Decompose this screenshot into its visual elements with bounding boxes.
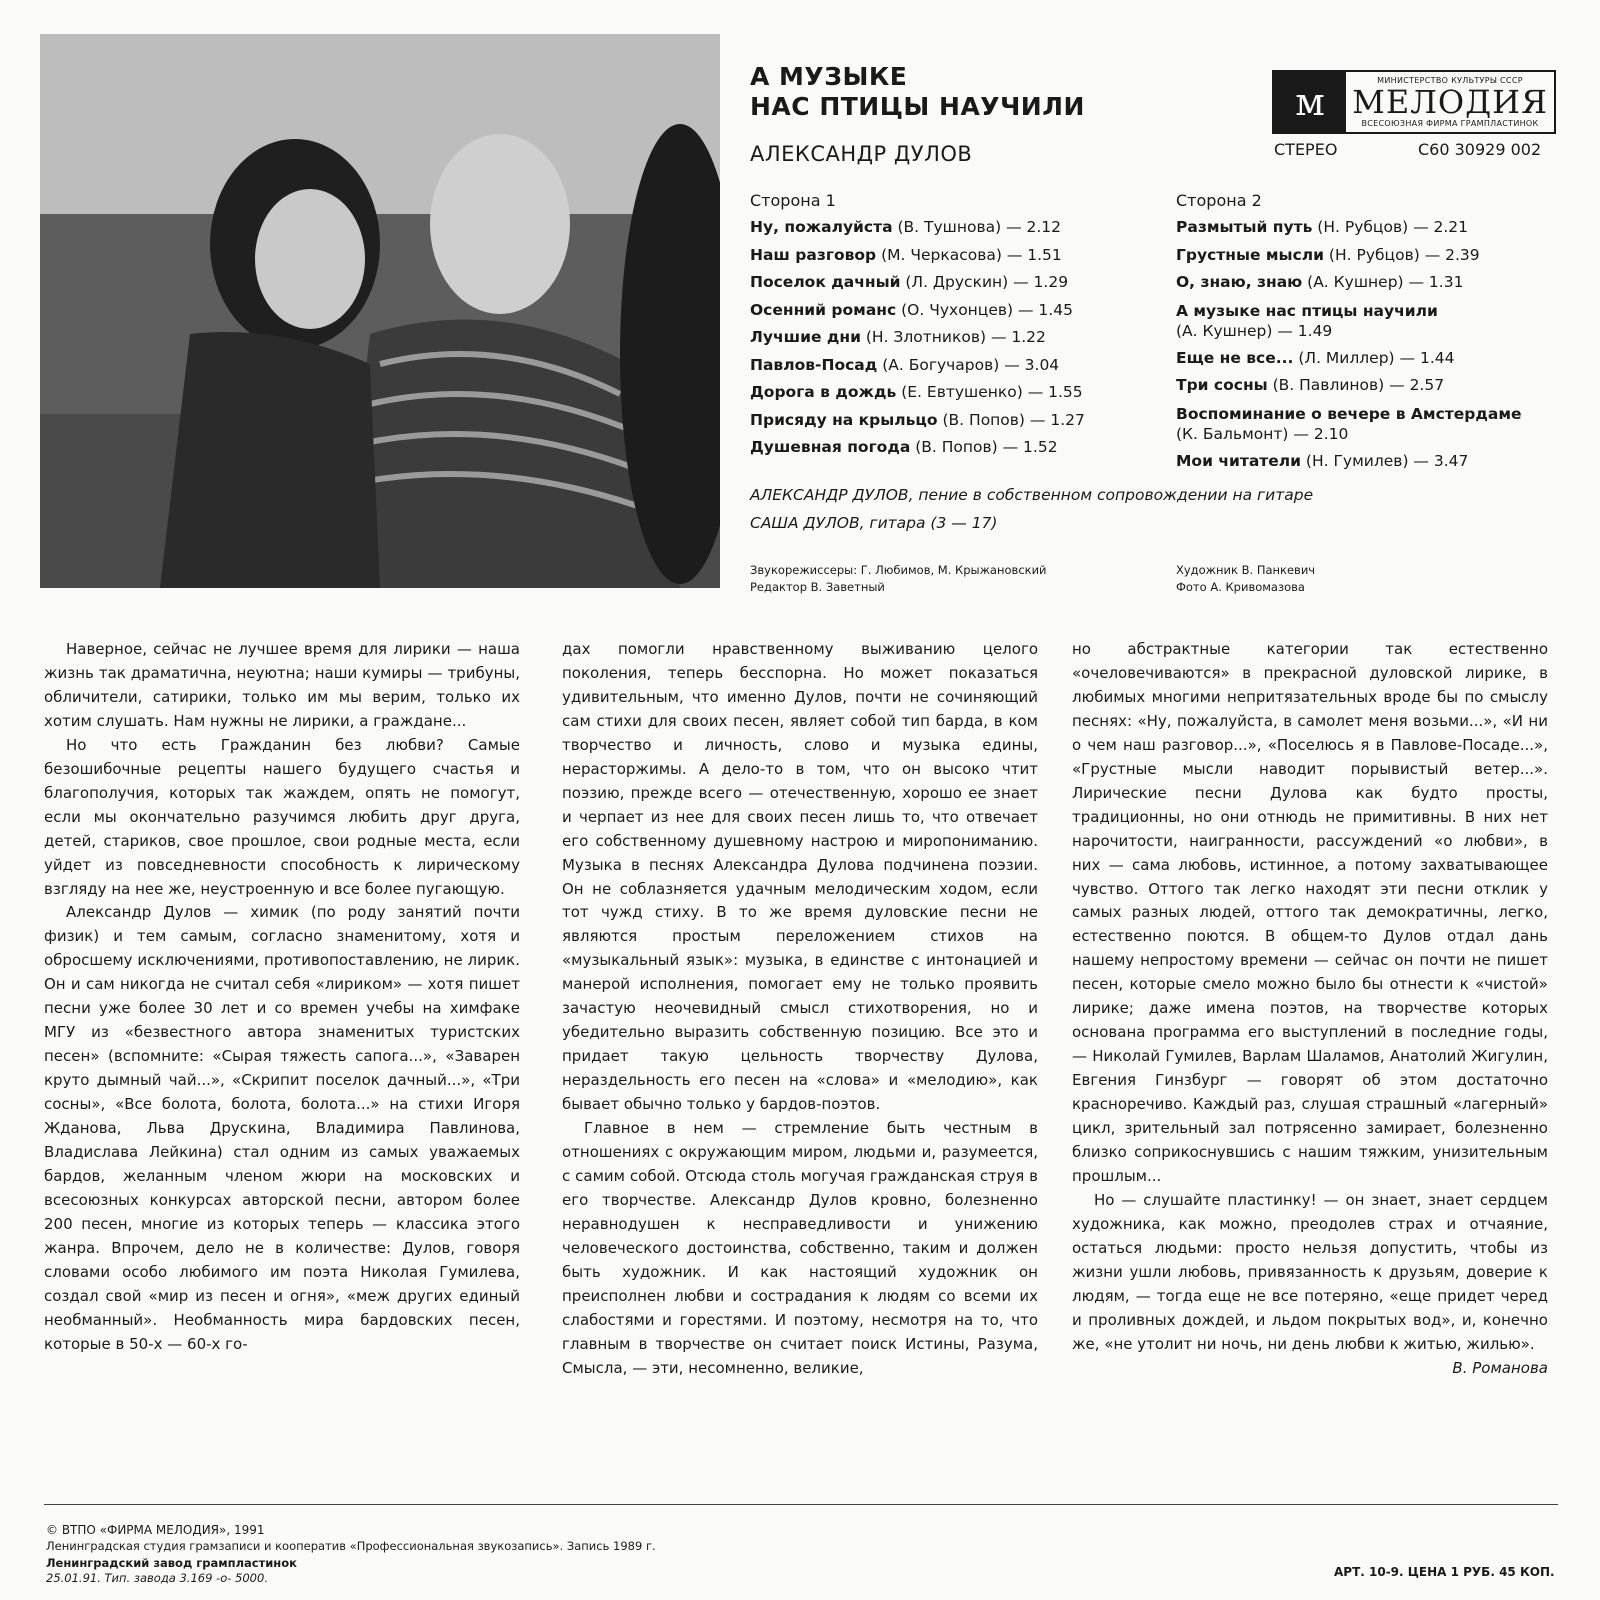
- track-item: Дорога в дождь (Е. Евтушенко) — 1.55: [750, 383, 1083, 401]
- artist-name: АЛЕКСАНДР ДУЛОВ: [750, 142, 973, 166]
- album-title-line1: А МУЗЫКЕ: [750, 62, 908, 91]
- paragraph: дах помогли нравственному выживанию целого поколения, теперь бесспорна. Но может показаться удивительным, что именно Дулов, почти не сочиняющий сам стихи для своих песен, являет собой тип барда, в ком творчество и личность, слово и музыка едины, нерасторжимы. А дело-то в том, что он высоко чтит поэзию, прежде всего — отечественную, хорошо ее знает и черпает из нее для своих песен лишь то, что отвечает его собственному душевному настрою и миропониманию. Музыка в песнях Александра Дулова подчинена поэзии. Он не соблазняется удачным мелодическим ходом, если тот чужд стиху. В то же время дуловские песни не являются простым переложением стихов на «музыкальный язык»: музыка, в единстве с интонацией и манерой исполнения, помогает ему не только проявить зачастую неочевидный смысл стихотворения, но и убедительно выразить собственную позицию. Все это и придает такую цельность творчеству Дулова, нераздельность его песен на «слова» и «мелодию», как бывает обычно только у бардов-поэтов.: [562, 640, 1038, 1114]
- credit-editor: Редактор В. Заветный: [750, 580, 885, 594]
- track-item: Три сосны (В. Павлинов) — 2.57: [1176, 376, 1445, 394]
- logo-ministry: МИНИСТЕРСТВО КУЛЬТУРЫ СССР: [1377, 76, 1523, 85]
- track-item: Размытый путь (Н. Рубцов) — 2.21: [1176, 218, 1469, 236]
- track-item: Ну, пожалуйста (В. Тушнова) — 2.12: [750, 218, 1062, 236]
- liner-notes-column-2: [562, 638, 1038, 1381]
- footer-studio: Ленинградская студия грамзаписи и кооператив «Профессиональная звукозапись». Запись 1989 г.: [46, 1539, 656, 1553]
- paragraph: Наверное, сейчас не лучшее время для лирики — наша жизнь так драматична, неуютна; наши кумиры — трибуны, обличители, сатирики, только им мы верим, только их хотим слушать. Нам нужны не лирики, а граждане...: [44, 640, 520, 730]
- paragraph: Главное в нем — стремление быть честным в отношениях с окружающим миром, людьми и, разумеется, с самим собой. Отсюда столь могучая гражданская струя в его творчестве. Александр Дулов кровно, болезненно неравнодушен к несправедливости и унижению человеческого достоинства, собственно, таким и должен быть художник. И как настоящий художник он преисполнен любви и сострадания к людям со всеми их слабостями и горестями. И поэтому, несмотря на то, что главным в творчестве он считает поиск Истины, Разума, Смысла, — эти, несомненно, великие,: [562, 1119, 1038, 1377]
- price-label: АРТ. 10-9. ЦЕНА 1 РУБ. 45 КОП.: [1334, 1565, 1555, 1579]
- track-item: Присяду на крыльцо (В. Попов) — 1.27: [750, 410, 1085, 429]
- album-title-line2: НАС ПТИЦЫ НАУЧИЛИ: [750, 92, 1085, 121]
- side-1-tracklist: [750, 190, 1110, 462]
- track-item: Осенний романс (О. Чухонцев) — 1.45: [750, 300, 1073, 319]
- signature: В. Романова: [1452, 1358, 1548, 1377]
- liner-notes-column-1: [44, 638, 520, 1357]
- stereo-label: СТЕРЕО: [1274, 140, 1338, 159]
- credit-artist: Художник В. Панкевич: [1176, 563, 1316, 577]
- credit-engineers: Звукорежиссеры: Г. Любимов, М. Крыжановский: [750, 563, 1047, 577]
- track-item: Павлов-Посад (А. Богучаров) — 3.04: [750, 355, 1060, 374]
- melodiya-mark-icon: м: [1274, 72, 1346, 132]
- footer-plant: Ленинградский завод грампластинок: [46, 1556, 297, 1570]
- paragraph: Но что есть Гражданин без любви? Самые безошибочные рецепты нашего будущего счастья и благополучия, которых так жаждем, опять не помогут, если мы окончательно разучимся любить друг друга, детей, стариков, свое прошлое, свои родные места, если уйдет из повседневности способность к лирическому взгляду на нее же, неустроенную и все более пугающую.: [44, 735, 520, 898]
- paragraph: но абстрактные категории так естественно «очеловечиваются» в прекрасной дуловской лирике, в любимых многими непритязательных вроде бы по смыслу песнях: «Ну, пожалуйста, в самолет меня возьми...», «И ни о чем наш разговор...», «Поселюсь я в Павлове-Посаде...», «Грустные мысли наводит порывистый ветер...». Лирические песни Дулова как будто просты, традиционны, но они отнюдь не примитивны. В них нет нарочитости, наигранности, рассуждений «о любви», в них — сама любовь, истинное, а потому захватывающее чувство. Оттого так легко находят эти песни отклик у самых разных людей, оттого так демократичны, легко, естественно поются. В общем-то Дулов отдал дань нашему непростому времени — сейчас он почти не пишет песен, которые смело можно было бы отнести к «чистой» лирике; даже имена поэтов, на творчестве которых основана программа его выступлений в последние годы, — Николай Гумилев, Варлам Шаламов, Анатолий Жигулин, Евгения Гинзбург — говорят об этом достаточно красноречиво. Каждый раз, слушая страшный «лагерный» цикл, зрительный зал потрясенно замирает, болезненно близко соприкоснувшись с нашим тяжким, унизительным прошлым...: [1072, 640, 1548, 1185]
- side-2-label: Сторона 2: [1176, 191, 1262, 210]
- photo-illustration: [40, 34, 720, 588]
- performer-line-2: САША ДУЛОВ, гитара (3 — 17): [750, 514, 998, 532]
- melodiya-logo: [1272, 70, 1556, 134]
- track-item: О, знаю, знаю (А. Кушнер) — 1.31: [1176, 273, 1464, 291]
- track-item: Грустные мысли (Н. Рубцов) — 2.39: [1176, 245, 1480, 264]
- credits-right: [1176, 562, 1315, 596]
- paragraph: Но — слушайте пластинку! — он знает, знает сердцем художника, как можно, преодолев страх и отчаяние, остаться людьми: просто нельзя допустить, чтобы из жизни ушли любовь, привязанность к друзьям, доверие к людям, — тогда еще не все потеряно, «еще придет черед и проливных дождей, и льдом покрытых вод», и, конечно же, «не утолит ни ночь, ни день любви к житью, жилью».: [1072, 1190, 1548, 1353]
- album-title: [750, 62, 1085, 122]
- footer-copyright: © ВТПО «ФИРМА МЕЛОДИЯ», 1991: [46, 1523, 265, 1537]
- footer-print-info: 25.01.91. Тип. завода 3.169 -о- 5000.: [46, 1571, 268, 1585]
- catalog-number: С60 30929 002: [1418, 140, 1542, 159]
- logo-subtitle: ВСЕСОЮЗНАЯ ФИРМА ГРАМПЛАСТИНОК: [1361, 119, 1539, 128]
- logo-name: МЕЛОДИЯ: [1352, 83, 1548, 121]
- track-item: Еще не все... (Л. Миллер) — 1.44: [1176, 348, 1455, 367]
- performer-line-1: АЛЕКСАНДР ДУЛОВ, пение в собственном сопровождении на гитаре: [750, 486, 1314, 504]
- credits-left: [750, 562, 1047, 596]
- footer-divider: [44, 1504, 1558, 1505]
- paragraph: Александр Дулов — химик (по роду занятий почти физик) и тем самым, согласно знаменитому, хотя и обросшему исключениями, противопоставлению, не лирик. Он и сам никогда не считал себя «лириком» — хотя пишет песни уже более 30 лет и со времен учебы на химфаке МГУ из «безвестного автора знаменитых туристских песен» (вспомните: «Сырая тяжесть сапога...», «Заварен круто дымный чай...», «Скрипит поселок дачный...», «Три сосны», «Все болота, болота, болота...» на стихи Игоря Жданова, Льва Друскина, Владимира Павлинова, Владислава Лейкина) стал одним из самых уважаемых бардов, желанным членом жюри на московских и всесоюзных конкурсах авторской песни, автором более 200 песен, многие из которых теперь — классика этого жанра. Впрочем, дело не в количестве: Дулов, говоря словами особо любимого им поэта Николая Гумилева, создал свой «мир из песен и огня», «меж других единый необманный». Необманность мира бардовских песен, которые в 50-х — 60-х го-: [44, 903, 520, 1353]
- liner-notes-column-3: [1072, 638, 1548, 1381]
- track-item: Душевная погода (В. Попов) — 1.52: [750, 438, 1058, 456]
- credit-photo: Фото А. Кривомазова: [1176, 580, 1305, 594]
- track-item: Воспоминание о вечере в Амстердаме (К. Бальмонт) — 2.10: [1176, 404, 1522, 443]
- track-item: Наш разговор (М. Черкасова) — 1.51: [750, 245, 1062, 264]
- side-2-tracklist: [1176, 190, 1576, 475]
- track-item: А музыке нас птицы научили (А. Кушнер) — 1.49: [1176, 301, 1438, 340]
- track-item: Мои читатели (Н. Гумилев) — 3.47: [1176, 451, 1469, 470]
- track-item: Поселок дачный (Л. Друскин) — 1.29: [750, 273, 1069, 291]
- side-1-label: Сторона 1: [750, 191, 836, 210]
- cover-photo: [40, 34, 720, 588]
- track-item: Лучшие дни (Н. Злотников) — 1.22: [750, 328, 1046, 346]
